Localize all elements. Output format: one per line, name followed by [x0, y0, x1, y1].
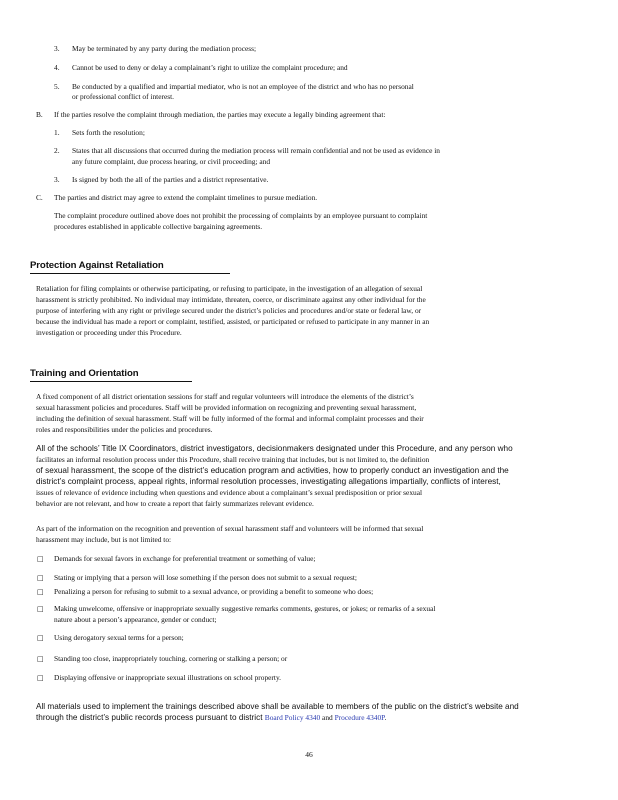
bullet-text: Displaying offensive or inappropriate sexual illustrations on school property. [54, 673, 282, 682]
paragraph-line: harassment is strictly prohibited. No individual may intimidate, threaten, coerce, or discriminate against any other individual for the [36, 295, 426, 304]
list-item-text: Sets forth the resolution; [72, 128, 145, 137]
page-number: 46 [305, 750, 313, 759]
bullet-icon: □ [37, 574, 44, 582]
bullet-text: nature about a person’s appearance, gender or conduct; [54, 615, 217, 624]
bullet-text: Using derogatory sexual terms for a person; [54, 633, 184, 642]
list-number: 1. [54, 128, 60, 137]
paragraph-line [36, 713, 606, 723]
list-item-text: Cannot be used to deny or delay a complainant’s right to utilize the complaint procedure; and [72, 63, 348, 72]
list-item-text: Is signed by both the all of the parties and a district representative. [72, 175, 269, 184]
bullet-icon: □ [37, 555, 44, 563]
list-number: 5. [54, 82, 60, 91]
paragraph-line: investigation or proceeding under this Procedure. [36, 328, 182, 337]
paragraph-line: purpose of interfering with any right or privilege secured under the district’s policies and procedures and/or state or federal law, or [36, 306, 422, 315]
paragraph-line: A fixed component of all district orientation sessions for staff and regular volunteers will introduce the elements of the district’s [36, 392, 414, 401]
bullet-text: Demands for sexual favors in exchange for preferential treatment or something of value; [54, 554, 316, 563]
list-number: 3. [54, 175, 60, 184]
list-item-text: any future complaint, due process hearing, or civil proceeding; and [72, 157, 271, 166]
paragraph-line: sexual harassment policies and procedures. Staff will be provided information on recognizing and preventing sexual harassment, [36, 403, 417, 412]
paragraph-line: Retaliation for filing complaints or otherwise participating, or refusing to participate, in the investigation of an allegation of sexual [36, 284, 423, 293]
list-item-text: or professional conflict of interest. [72, 92, 175, 101]
paragraph-line: of sexual harassment, the scope of the district’s education program and activities, how to properly conduct an investigation and the [36, 466, 509, 475]
section-letter: B. [36, 110, 43, 119]
paragraph-line: The parties and district may agree to extend the complaint timelines to pursue mediation. [54, 193, 318, 202]
bullet-text: Stating or implying that a person will lose something if the person does not submit to a sexual request; [54, 573, 357, 582]
section-letter: C. [36, 193, 43, 202]
paragraph-line: procedures established in applicable collective bargaining agreements. [54, 222, 263, 231]
list-item-text: May be terminated by any party during the mediation process; [72, 44, 257, 53]
list-number: 2. [54, 146, 60, 155]
bullet-text: Standing too close, inappropriately touching, cornering or stalking a person; or [54, 654, 288, 663]
paragraph-line: All materials used to implement the trainings described above shall be available to members of the public on the district’s website and [36, 702, 519, 711]
heading-underline [30, 273, 230, 274]
bullet-icon: □ [37, 634, 44, 642]
paragraph-line: including the definition of sexual harassment. Staff will be fully informed of the formal and informal complaint processes and their [36, 414, 424, 423]
paragraph-line: harassment may include, but is not limited to: [36, 535, 172, 544]
heading-underline [30, 381, 192, 382]
procedure-link[interactable]: Procedure 4340P [334, 713, 385, 722]
paragraph-line: district’s complaint process, appeal rights, informal resolution processes, investigating allegations impartially, conflicts of interest, [36, 477, 501, 486]
paragraph-line: If the parties resolve the complaint through mediation, the parties may execute a legally binding agreement that: [54, 110, 386, 119]
list-number: 4. [54, 63, 60, 72]
closing-period: . [384, 713, 387, 722]
paragraph-line: roles and responsibilities under the policies and procedures. [36, 425, 213, 434]
list-item-text: States that all discussions that occurred during the mediation process will remain confidential and not be used as evidence in [72, 146, 440, 155]
bullet-icon: □ [37, 674, 44, 682]
bullet-icon: □ [37, 655, 44, 663]
paragraph-line: because the individual has made a report or complaint, testified, assisted, or participated or refused to participate in any manner in an [36, 317, 430, 326]
closing-text: through the district’s public records process pursuant to district [36, 713, 265, 722]
paragraph-line: issues of relevance of evidence including when questions and evidence about a complainant’s sexual predisposition or prior sexual [36, 488, 423, 497]
section-heading-training: Training and Orientation [30, 368, 139, 379]
paragraph-line: behavior are not relevant, and how to create a report that fairly summarizes relevant evidence. [36, 499, 314, 508]
list-number: 3. [54, 44, 60, 53]
bullet-icon: □ [37, 605, 44, 613]
board-policy-link[interactable]: Board Policy 4340 [264, 713, 321, 722]
paragraph-line: All of the schools’ Title IX Coordinators, district investigators, decisionmakers designated under this Procedure, and any person who [36, 444, 513, 453]
section-heading-retaliation: Protection Against Retaliation [30, 260, 164, 271]
link-conjunction: and [320, 713, 335, 722]
paragraph-line: facilitates an informal resolution process under this Procedure, shall receive training that includes, but is not limited to, the definition [36, 455, 430, 464]
list-item-text: Be conducted by a qualified and impartial mediator, who is not an employee of the district and who has no personal [72, 82, 414, 91]
paragraph-line: The complaint procedure outlined above does not prohibit the processing of complaints by an employee pursuant to complaint [54, 211, 428, 220]
bullet-text: Making unwelcome, offensive or inappropriate sexually suggestive remarks comments, gestures, or jokes; or remarks of a sexual [54, 604, 436, 613]
bullet-text: Penalizing a person for refusing to submit to a sexual advance, or providing a benefit to someone who does; [54, 587, 374, 596]
bullet-icon: □ [37, 588, 44, 596]
paragraph-line: As part of the information on the recognition and prevention of sexual harassment staff and volunteers will be informed that sexual [36, 524, 424, 533]
